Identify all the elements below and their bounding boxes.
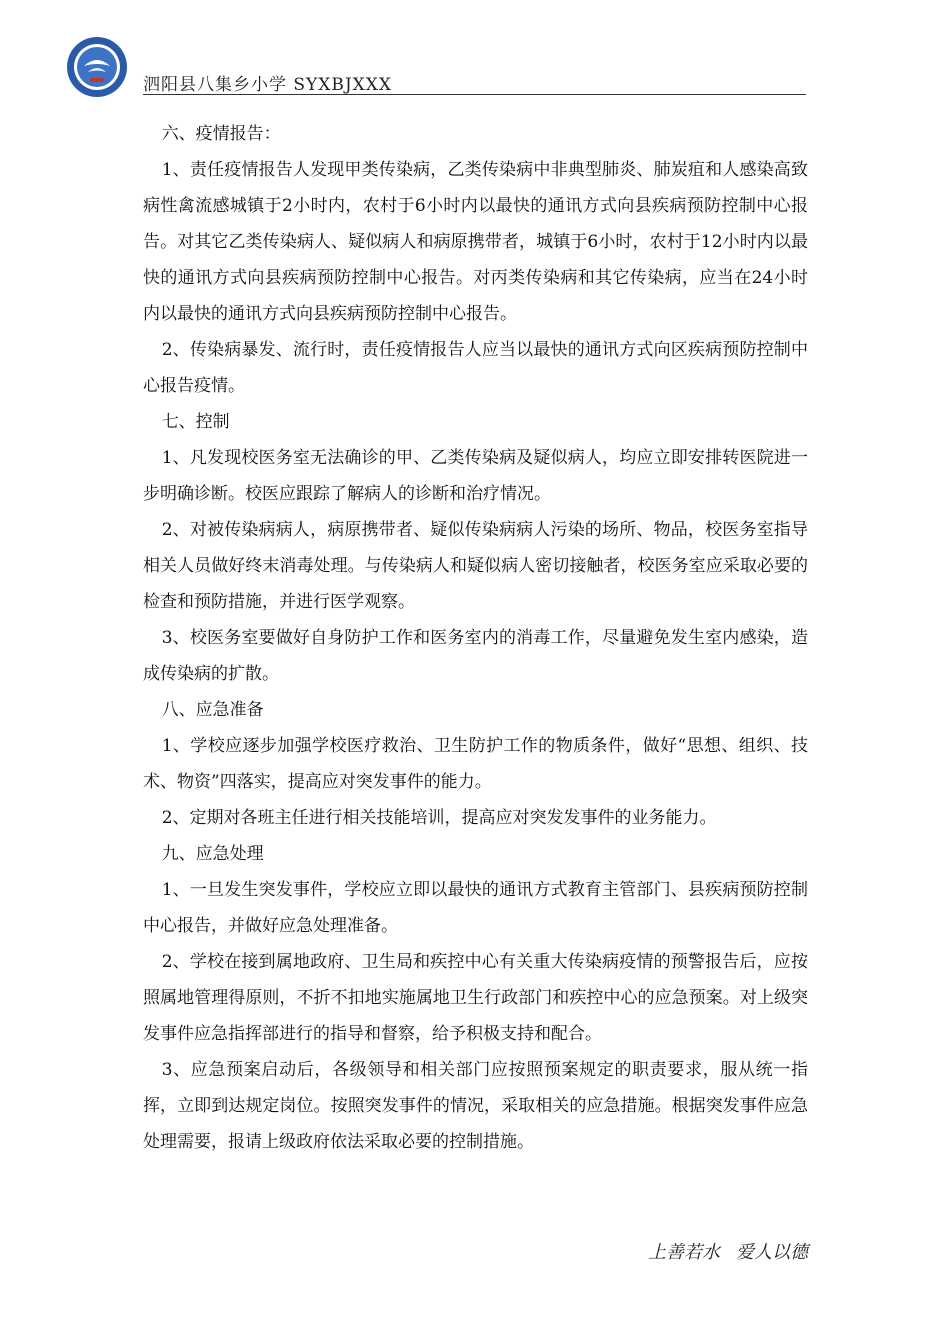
paragraph: 1、一旦发生突发事件，学校应立即以最快的通讯方式教育主管部门、县疾病预防控制中心报告，并做好应急处理准备。	[143, 880, 808, 936]
footer-motto	[648, 1238, 808, 1264]
motto-part-1: 上善若水	[648, 1242, 720, 1263]
paragraph: 1、责任疫情报告人发现甲类传染病，乙类传染病中非典型肺炎、肺炭疽和人感染高致病性禽流感城镇于2小时内，农村于6小时内以最快的通讯方式向县疾病预防控制中心报告。对其它乙类传染病人、疑似病人和病原携带者，城镇于6小时，农村于12小时内以最快的通讯方式向县疾病预防控制中心报告。对丙类传染病和其它传染病，应当在24小时内以最快的通讯方式向县疾病预防控制中心报告。	[143, 160, 808, 324]
section-heading-response: 九、应急处理	[161, 844, 264, 864]
section-heading-preparation: 八、应急准备	[161, 700, 264, 720]
school-name-line: 泗阳县八集乡小学 SYXBJXXX	[143, 75, 392, 95]
paragraph: 1、凡发现校医务室无法确诊的甲、乙类传染病及疑似病人，均应立即安排转医院进一步明确诊断。校医应跟踪了解病人的诊断和治疗情况。	[143, 448, 808, 504]
section-heading-control: 七、控制	[161, 412, 230, 432]
paragraph: 3、校医务室要做好自身防护工作和医务室内的消毒工作，尽量避免发生室内感染，造成传染病的扩散。	[143, 628, 808, 684]
page-header	[0, 0, 950, 100]
document-body	[143, 116, 808, 1160]
paragraph: 1、学校应逐步加强学校医疗救治、卫生防护工作的物质条件，做好“思想、组织、技术、物资”四落实，提高应对突发事件的能力。	[143, 736, 808, 792]
paragraph: 2、传染病暴发、流行时，责任疫情报告人应当以最快的通讯方式向区疾病预防控制中心报告疫情。	[143, 340, 808, 396]
paragraph: 2、定期对各班主任进行相关技能培训，提高应对突发发事件的业务能力。	[161, 808, 717, 828]
paragraph: 2、学校在接到属地政府、卫生局和疾控中心有关重大传染病疫情的预警报告后，应按照属地管理得原则，不折不扣地实施属地卫生行政部门和疾控中心的应急预案。对上级突发事件应急指挥部进行的指导和督察，给予积极支持和配合。	[143, 952, 808, 1044]
paragraph: 2、对被传染病病人，病原携带者、疑似传染病病人污染的场所、物品，校医务室指导相关人员做好终末消毒处理。与传染病人和疑似病人密切接触者，校医务室应采取必要的检查和预防措施，并进行医学观察。	[143, 520, 808, 612]
paragraph: 3、应急预案启动后，各级领导和相关部门应按照预案规定的职责要求，服从统一指挥，立即到达规定岗位。按照突发事件的情况，采取相关的应急措施。根据突发事件应急处理需要，报请上级政府依法采取必要的控制措施。	[143, 1060, 808, 1152]
motto-part-2: 爱人以德	[736, 1242, 808, 1263]
header-divider	[143, 94, 806, 95]
school-logo-icon	[66, 36, 128, 98]
section-heading-report: 六、疫情报告：	[161, 124, 281, 144]
